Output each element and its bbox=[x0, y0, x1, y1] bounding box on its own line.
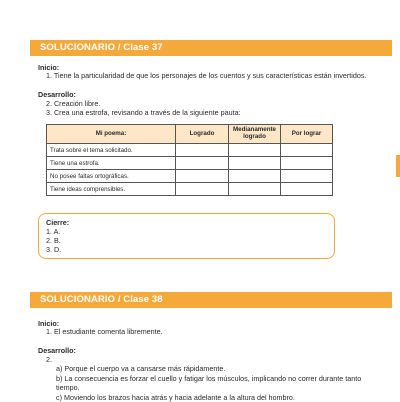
table-cell-empty bbox=[281, 157, 333, 170]
section-header-clase-38: SOLUCIONARIO / Clase 38 bbox=[30, 292, 392, 308]
table-cell-empty bbox=[281, 144, 333, 157]
section-header-clase-37: SOLUCIONARIO / Clase 37 bbox=[30, 40, 392, 56]
desarrollo-label: Desarrollo: bbox=[38, 90, 76, 99]
desarrollo-answer-3: 3. Crea una estrofa, revisando a través de la siguiente pauta: bbox=[46, 108, 241, 117]
table-cell-empty bbox=[176, 183, 229, 196]
desarrollo-answer-b: b) La consecuencia es forzar el cuello y fatigar los músculos, implicando no correr durante tanto bbox=[56, 374, 362, 383]
inicio-answer-1: 1. El estudiante comenta libremente. bbox=[46, 327, 163, 336]
desarrollo-answer-b-cont: tiempo. bbox=[56, 383, 80, 392]
side-tab-marker bbox=[396, 155, 400, 177]
table-header-row bbox=[47, 125, 333, 144]
table-cell-empty bbox=[229, 183, 281, 196]
table-header-cell: Logrado bbox=[176, 125, 229, 144]
cierre-answer-3: 3. D. bbox=[46, 245, 62, 254]
cierre-answer-1: 1. A. bbox=[46, 227, 61, 236]
inicio-label: Inicio: bbox=[38, 63, 60, 72]
inicio-answer-1: 1. Tiene la particularidad de que los personajes de los cuentos y sus características están invertidos. bbox=[46, 71, 367, 80]
desarrollo-answer-c: c) Moviendo los brazos hacia atrás y hacia adelante a la altura del hombro. bbox=[56, 393, 295, 402]
table-cell-empty bbox=[281, 183, 333, 196]
table-header-cell: Por lograr bbox=[281, 125, 333, 144]
desarrollo-label: Desarrollo: bbox=[38, 346, 76, 355]
table-cell-empty bbox=[229, 157, 281, 170]
cierre-box bbox=[38, 213, 335, 259]
table-cell-criterion: No posee faltas ortográficas. bbox=[47, 170, 176, 183]
table-cell-empty bbox=[176, 157, 229, 170]
table-row bbox=[47, 144, 333, 157]
table-cell-criterion: Trata sobre el tema solicitado. bbox=[47, 144, 176, 157]
table-row bbox=[47, 157, 333, 170]
table-header-cell: Mi poema: bbox=[47, 125, 176, 144]
desarrollo-answer-a: a) Porque el cuerpo va a cansarse más rápidamente. bbox=[56, 364, 226, 373]
table-row bbox=[47, 170, 333, 183]
evaluation-rubric-table bbox=[46, 124, 333, 196]
cierre-answer-2: 2. B. bbox=[46, 236, 61, 245]
table-cell-empty bbox=[176, 170, 229, 183]
desarrollo-number: 2. bbox=[46, 355, 52, 364]
table-cell-empty bbox=[229, 170, 281, 183]
table-row bbox=[47, 183, 333, 196]
inicio-label: Inicio: bbox=[38, 319, 60, 328]
table-cell-empty bbox=[281, 170, 333, 183]
table-cell-empty bbox=[176, 144, 229, 157]
cierre-label: Cierre: bbox=[46, 218, 70, 227]
table-header-cell: Medianamente logrado bbox=[229, 125, 281, 144]
table-cell-empty bbox=[229, 144, 281, 157]
table-cell-criterion: Tiene una estrofa. bbox=[47, 157, 176, 170]
desarrollo-answer-2: 2. Creación libre. bbox=[46, 99, 101, 108]
table-cell-criterion: Tiene ideas comprensibles. bbox=[47, 183, 176, 196]
